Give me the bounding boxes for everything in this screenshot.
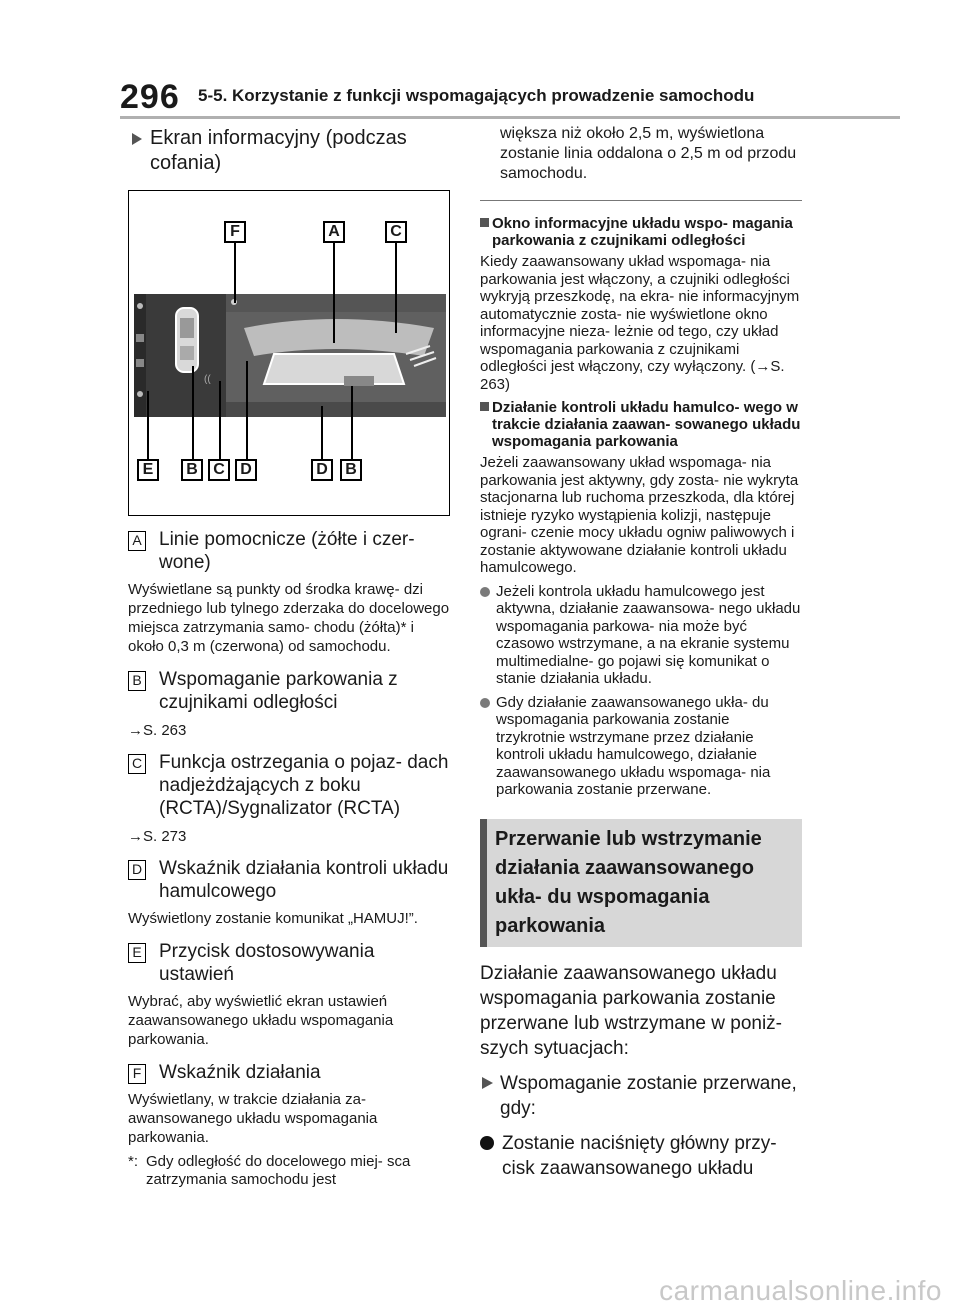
legend-desc: Wyświetlany, w trakcie działania za- awansowanego układu wspomagania parkowania. <box>128 1091 378 1146</box>
arrow-item: Wspomaganie zostanie przerwane, gdy: <box>480 1071 802 1121</box>
callout-c-top: C <box>385 221 407 243</box>
bullet-item: Jeżeli kontrola układu hamulcowego jest aktywna, działanie zaawansowa- nego układu wspomagania parkowa- nia może być czasowo wstrzymane, a na ekranie systemu multimedialne- go pojawi się komunikat o stanie działania układu. <box>480 583 802 688</box>
legend-item-a <box>128 528 450 574</box>
legend-title: Wskaźnik działania <box>159 1062 321 1083</box>
left-column <box>128 124 450 1189</box>
callout-a-top: A <box>323 221 345 243</box>
leader-c-bottom <box>219 381 221 459</box>
callout-e-bottom: E <box>137 459 159 481</box>
legend-tag: C <box>128 754 146 774</box>
legend-item-e <box>128 940 450 986</box>
legend-tag: A <box>128 531 146 551</box>
footnote-text: Gdy odległość do docelowego miej- sca zatrzymania samochodu jest <box>146 1153 411 1188</box>
subsection-heading: Działanie kontroli układu hamulco- wego w trakcie działania zaawan- sowanego układu wspomagania parkowania <box>480 399 802 450</box>
callout-f-top: F <box>224 221 246 243</box>
legend-tag: B <box>128 671 146 691</box>
callout-d-bottom-right: D <box>311 459 333 481</box>
subsection-heading: Okno informacyjne układu wspo- magania parkowania z czujnikami odległości <box>480 215 802 249</box>
svg-text:((: (( <box>204 374 211 385</box>
callout-c-bottom: C <box>208 459 230 481</box>
leader-c-top <box>395 243 397 333</box>
legend-tag: E <box>128 943 146 963</box>
legend-title: Wspomaganie parkowania z czujnikami odległości <box>159 669 398 713</box>
legend-item-c <box>128 751 450 820</box>
right-column <box>480 124 802 1181</box>
section-divider <box>480 200 802 201</box>
leader-b-right <box>351 386 353 459</box>
legend-title: Funkcja ostrzegania o pojaz- dach nadjeżdżających z boku (RCTA)/Sygnalizator (RCTA) <box>159 752 449 819</box>
page-number: 296 <box>120 78 180 116</box>
leader-d-right <box>321 406 323 459</box>
legend-title: Wskaźnik działania kontroli układu hamulcowego <box>159 858 449 902</box>
leader-f <box>234 243 236 303</box>
watermark: carmanualsonline.info <box>659 1275 942 1306</box>
page-reference: →S. 263 <box>128 722 187 739</box>
bullet-item: Zostanie naciśnięty główny przy- cisk zaawansowanego układu <box>480 1131 802 1181</box>
legend-desc: Wyświetlony zostanie komunikat „HAMUJ!”. <box>128 910 418 927</box>
legend-tag: D <box>128 860 146 880</box>
legend-desc: Wybrać, aby wyświetlić ekran ustawień zaawansowanego układu wspomagania parkowania. <box>128 993 394 1048</box>
callout-d-bottom: D <box>235 459 257 481</box>
header-rule <box>120 116 900 119</box>
legend-item-b <box>128 668 450 714</box>
callout-b-bottom: B <box>181 459 203 481</box>
callout-b-bottom-right: B <box>340 459 362 481</box>
legend-title: Przycisk dostosowywania ustawień <box>159 941 375 985</box>
page-reference: →S. 273 <box>128 828 187 845</box>
leader-e <box>147 391 149 459</box>
section-banner: Przerwanie lub wstrzymanie działania zaawansowanego ukła- du wspomagania parkowania <box>480 819 802 947</box>
leader-d-left <box>246 361 248 459</box>
leader-b-left <box>192 366 194 459</box>
footnote-continuation: większa niż około 2,5 m, wyświetlona zostanie linia oddalona o 2,5 m od przodu samochodu. <box>500 125 797 182</box>
leader-a <box>333 243 335 343</box>
footnote <box>128 1153 450 1189</box>
paragraph: Kiedy zaawansowany układ wspomaga- nia parkowania jest włączony, a czujniki odległości wykryją przeszkodę, na ekra- nie informacyjnym automatycznie zosta- nie wyświetlone okno informacyjne nieza- leżnie od tego, czy układ wspomagania parkowania z czujnikami odległości jest włączony, czy wyłączony. (→S. 263) <box>480 253 800 393</box>
bullet-item: Gdy działanie zaawansowanego ukła- du wspomagania parkowania zostanie trzykrotnie wstrzymane przez działanie kontroli układu hamulcowego, działanie zaawansowanego układu wspomaga- nia parkowania zostanie przerwane. <box>480 694 802 799</box>
footnote-marker: *: <box>128 1153 139 1170</box>
camera-view-illustration <box>134 294 446 417</box>
legend-title: Linie pomocnicze (żółte i czer- wone) <box>159 529 415 573</box>
legend-tag: F <box>128 1064 146 1084</box>
legend-item-f <box>128 1061 450 1084</box>
paragraph: Jeżeli zaawansowany układ wspomaga- nia parkowania jest aktywny, gdy zosta- nie wykryta stacjonarna lub ruchoma przeszkoda, dla której istnieje ryzyko wystąpienia kolizji, następuje ograni- czenie mocy układu ogniw paliwowych i zostanie aktywowane działanie kontroli układu hamulcowego. <box>480 454 799 576</box>
legend-item-d <box>128 857 450 903</box>
screen-figure <box>128 190 450 516</box>
legend-desc: Wyświetlane są punkty od środka krawę- dzi przedniego lub tylnego zderzaka do docelowego miejsca zatrzymania samo- chodu (żółta)* i około 0,3 m (czerwona) od samochodu. <box>128 581 450 655</box>
section-title: 5-5. Korzystanie z funkcji wspomagających prowadzenie samochodu <box>198 86 755 105</box>
multimedia-screen <box>134 294 446 417</box>
page-header <box>120 74 900 120</box>
figure-heading: Ekran informacyjny (podczas cofania) <box>128 126 450 176</box>
paragraph: Działanie zaawansowanego układu wspomagania parkowania zostanie przerwane lub wstrzymane w poniż- szych sytuacjach: <box>480 962 783 1059</box>
